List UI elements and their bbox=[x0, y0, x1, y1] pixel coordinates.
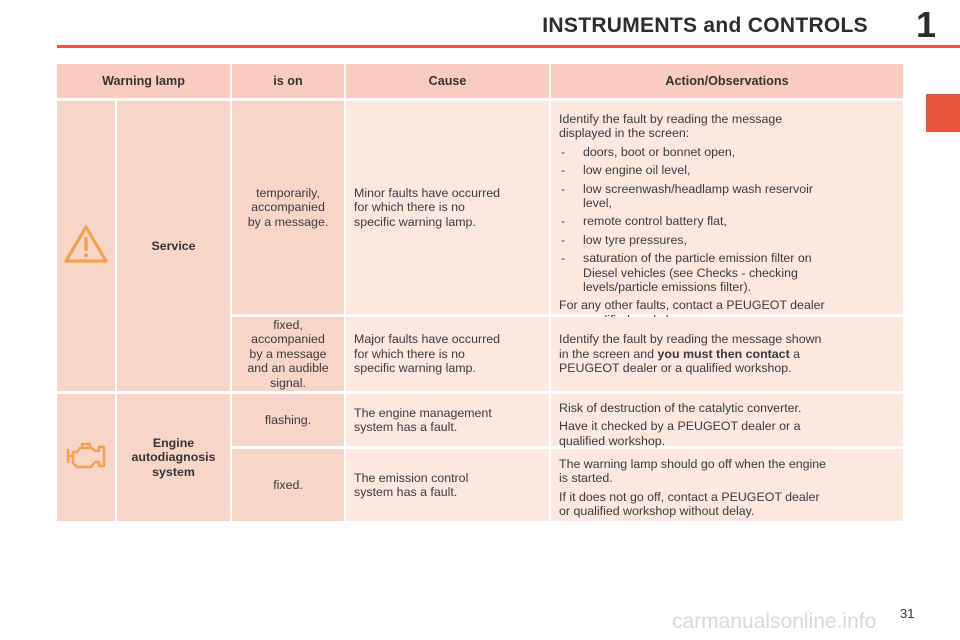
fault-list-item: - low screenwash/headlamp wash reservoir level, bbox=[559, 182, 895, 211]
fault-list-item: - low engine oil level, bbox=[559, 163, 895, 177]
fault-list-item: - low tyre pressures, bbox=[559, 233, 895, 247]
engine-row2-action-line2: If it does not go off, contact a PEUGEOT dealer or qualified workshop without delay. bbox=[559, 489, 820, 519]
column-header-warning-lamp: Warning lamp bbox=[57, 64, 230, 98]
fault-list bbox=[559, 145, 895, 295]
engine-icon bbox=[65, 440, 107, 475]
watermark: carmanualsonline.info bbox=[672, 610, 877, 633]
engine-row2-cause: The emission control system has a fault. bbox=[346, 449, 549, 521]
engine-row2-is-on: fixed. bbox=[232, 449, 344, 521]
service-row2-action-text-end: a PEUGEOT dealer or a qualified workshop. bbox=[559, 346, 801, 376]
engine-row1-cause: The engine management system has a fault. bbox=[346, 394, 549, 446]
engine-row1-action bbox=[551, 394, 903, 446]
service-row1-action bbox=[551, 101, 903, 314]
service-lamp-name: Service bbox=[117, 101, 230, 391]
engine-row1-action-line1: Risk of destruction of the catalytic converter. bbox=[559, 401, 802, 415]
fault-list-item: - remote control battery flat, bbox=[559, 214, 895, 228]
fault-list-item: - doors, boot or bonnet open, bbox=[559, 145, 895, 159]
service-row1-action-intro: Identify the fault by reading the message displayed in the screen: bbox=[559, 112, 783, 141]
column-header-is-on: is on bbox=[232, 64, 344, 98]
page-title: INSTRUMENTS and CONTROLS bbox=[542, 14, 868, 37]
service-row2-is-on: fixed, accompanied by a message and an audible signal. bbox=[232, 317, 344, 391]
service-row2-action-text: Identify the fault by reading the message shown in the screen and bbox=[559, 332, 822, 361]
column-header-cause: Cause bbox=[346, 64, 549, 98]
engine-icon-cell bbox=[57, 394, 115, 521]
warning-triangle-icon bbox=[63, 224, 109, 267]
service-row1-is-on: temporarily, accompanied by a message. bbox=[232, 101, 344, 314]
service-row2-action-emphasis: you must then contact bbox=[657, 346, 790, 361]
fault-list-item: - saturation of the particle emission filter on Diesel vehicles (see Checks - checking levels/particle emissions filter). bbox=[559, 251, 895, 294]
chapter-number: 1 bbox=[915, 4, 937, 45]
service-row1-action-outro: For any other faults, contact a PEUGEOT dealer bbox=[559, 298, 825, 313]
chapter-tab bbox=[926, 94, 960, 132]
header-rule bbox=[57, 45, 960, 48]
column-header-action: Action/Observations bbox=[551, 64, 903, 98]
service-icon-cell bbox=[57, 101, 115, 391]
engine-row2-action bbox=[551, 449, 903, 521]
engine-row2-action-line1: The warning lamp should go off when the engine is started. bbox=[559, 457, 827, 486]
page-number: 31 bbox=[900, 606, 915, 621]
service-row2-action bbox=[551, 317, 903, 391]
engine-row1-action-line2: Have it checked by a PEUGEOT dealer or a qualified workshop. bbox=[559, 419, 801, 448]
engine-lamp-name: Engine autodiagnosis system bbox=[117, 394, 230, 521]
service-row1-cause: Minor faults have occurred for which there is no specific warning lamp. bbox=[346, 101, 549, 314]
engine-row1-is-on: flashing. bbox=[232, 394, 344, 446]
service-row2-cause: Major faults have occurred for which there is no specific warning lamp. bbox=[346, 317, 549, 391]
